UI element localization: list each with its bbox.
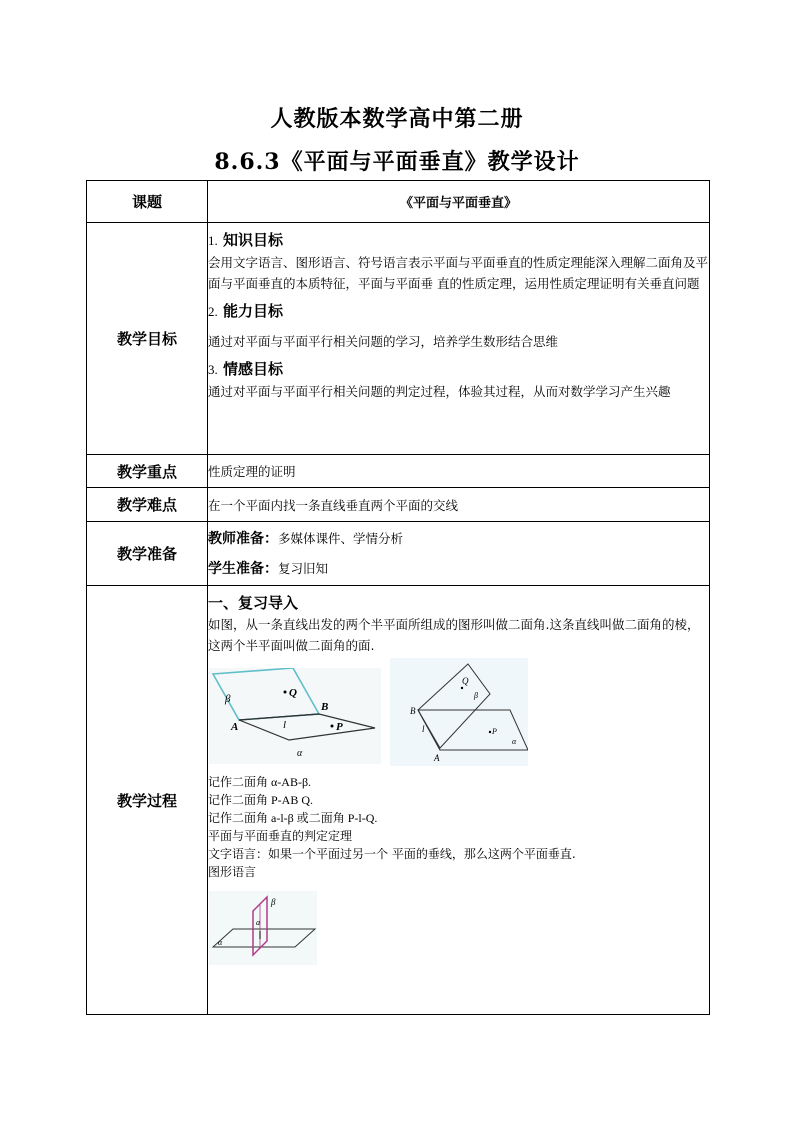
fig2-label-a: A [434, 753, 440, 763]
dihedral-figure-2 [390, 658, 528, 766]
row-objectives [87, 223, 710, 455]
row-difficulty [87, 488, 710, 522]
fig2-label-alpha: α [512, 737, 517, 746]
fig2-label-b: B [410, 706, 416, 716]
dihedral-figures [208, 656, 709, 771]
process-label: 教学过程 [87, 586, 208, 1015]
row-topic [87, 181, 710, 223]
difficulty-label: 教学难点 [87, 488, 208, 522]
fig2-label-beta: β [474, 691, 478, 700]
fig1-label-beta: β [225, 693, 231, 705]
fig1-label-a: A [231, 721, 239, 733]
theorem-title: 平面与平面垂直的判定定理 [208, 829, 353, 843]
knowledge-heading: 1. 知识目标 [208, 231, 283, 249]
objectives-label: 教学目标 [87, 223, 208, 455]
topic-value: 《平面与平面垂直》 [208, 181, 710, 223]
teacher-prep: 教师准备：多媒体课件、学情分析 [208, 530, 404, 547]
emotion-heading: 3. 情感目标 [208, 360, 283, 378]
dihedral-figure-1 [209, 668, 381, 764]
fig3-label-alpha: α [218, 938, 223, 947]
prep-label: 教学准备 [87, 522, 208, 586]
objectives-content [208, 223, 710, 455]
fig3-label-a: a [256, 918, 260, 927]
figure-language-label: 图形语言 [208, 865, 257, 879]
theorem-text: 文字语言：如果一个平面过另一个 平面的垂线，那么这两个平面垂直. [208, 847, 576, 861]
process-content [208, 586, 710, 1015]
row-process [87, 586, 710, 1015]
section-title: 一、复习导入 [208, 594, 299, 612]
topic-label: 课题 [87, 181, 208, 223]
perpendicular-planes-figure [209, 891, 317, 965]
student-prep: 学生准备：复习旧知 [208, 560, 329, 577]
knowledge-text: 会用文字语言、图形语言、符号语言表示平面与平面垂直的性质定理能深入理解二面角及平面与平面垂直的本质特征，平面与平面垂 直的性质定理，运用性质定理证明有关垂直问题 [208, 255, 709, 291]
fig2-label-q: Q [462, 676, 469, 686]
notation-line-2: 记作二面角 P-AB Q. [208, 793, 314, 807]
difficulty-value: 在一个平面内找一条直线垂直两个平面的交线 [208, 488, 710, 522]
row-preparation [87, 522, 710, 586]
notation-line-3: 记作二面角 a-l-β 或二面角 P-l-Q. [208, 811, 378, 825]
prep-content [208, 522, 710, 586]
fig2-label-l: l [422, 724, 425, 734]
lesson-plan-table [86, 180, 710, 1015]
ability-heading: 2. 能力目标 [208, 302, 283, 320]
fig1-label-p: P [336, 721, 343, 733]
emotion-text: 通过对平面与平面平行相关问题的判定过程，体验其过程，从而对数学学习产生兴趣 [208, 384, 671, 399]
key-label: 教学重点 [87, 455, 208, 488]
fig3-label-beta: β [271, 897, 276, 907]
fig2-label-p: P [492, 727, 497, 736]
fig1-label-q: Q [289, 687, 297, 699]
fig1-label-l: l [283, 719, 287, 731]
doc-title-line1: 人教版本数学高中第二册 [270, 106, 524, 132]
row-key-point [87, 455, 710, 488]
fig1-label-b: B [321, 701, 329, 713]
intro-text: 如图，从一条直线出发的两个半平面所组成的图形叫做二面角.这条直线叫做二面角的棱，这两个半平面叫做二面角的面. [208, 617, 700, 653]
fig1-label-alpha: α [297, 748, 303, 759]
notation-line-1: 记作二面角 α-AB-β. [208, 775, 312, 789]
ability-text: 通过对平面与平面平行相关问题的学习，培养学生数形结合思维 [208, 334, 559, 349]
key-value: 性质定理的证明 [208, 455, 710, 488]
doc-title-line2: 8.6.3《平面与平面垂直》教学设计 [214, 149, 580, 175]
